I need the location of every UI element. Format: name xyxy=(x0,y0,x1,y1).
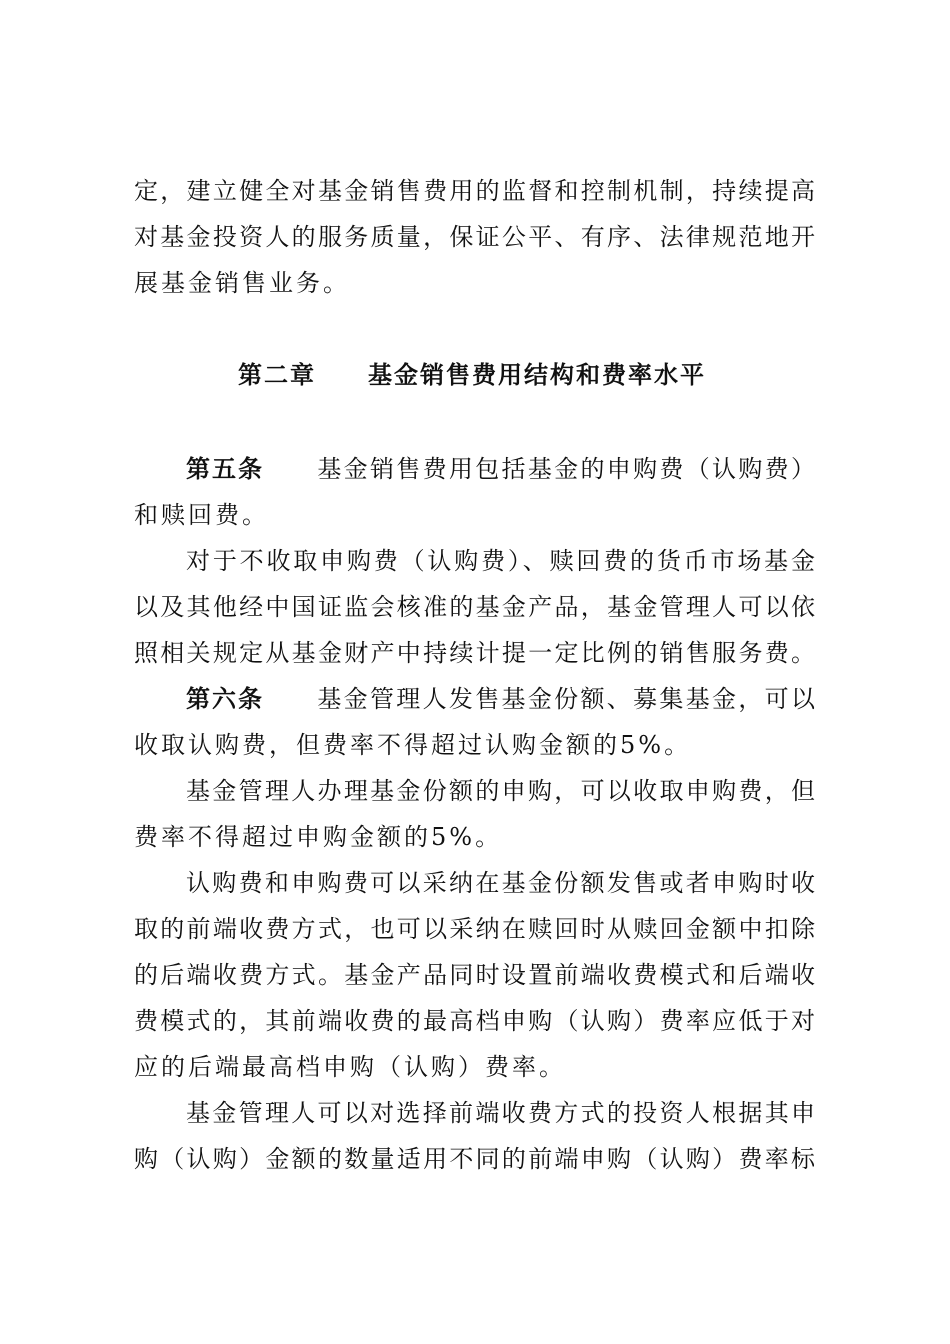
article-6-line xyxy=(186,676,816,722)
article-5-label: 第五条 xyxy=(186,454,264,483)
paragraph-line: 以及其他经中国证监会核准的基金产品，基金管理人可以依 xyxy=(134,593,816,621)
paragraph-line: 的后端收费方式。基金产品同时设置前端收费模式和后端收 xyxy=(134,961,816,989)
paragraph-line: 取的前端收费方式，也可以采纳在赎回时从赎回金额中扣除 xyxy=(134,915,816,943)
paragraph-line: 费率不得超过申购金额的5%。 xyxy=(134,823,503,851)
article-5-text: 基金销售费用包括基金的申购费（认购费） xyxy=(316,455,816,483)
paragraph-line: 对于不收取申购费（认购费）、赎回费的货币市场基金 xyxy=(186,547,816,575)
paragraph-line: 和赎回费。 xyxy=(134,501,269,529)
paragraph-line: 应的后端最高档申购（认购）费率。 xyxy=(134,1053,566,1081)
paragraph-line: 认购费和申购费可以采纳在基金份额发售或者申购时收 xyxy=(186,869,816,897)
chapter-title: 基金销售费用结构和费率水平 xyxy=(368,360,706,389)
article-6-text: 基金管理人发售基金份额、募集基金，可以 xyxy=(316,685,816,713)
paragraph-line: 对基金投资人的服务质量，保证公平、有序、法律规范地开 xyxy=(134,223,816,251)
chapter-heading xyxy=(238,352,706,398)
paragraph-line: 费模式的，其前端收费的最高档申购（认购）费率应低于对 xyxy=(134,1007,816,1035)
article-6-label: 第六条 xyxy=(186,684,264,713)
paragraph-line: 定，建立健全对基金销售费用的监督和控制机制，持续提高 xyxy=(134,177,816,205)
paragraph-line: 基金管理人可以对选择前端收费方式的投资人根据其申 xyxy=(186,1099,816,1127)
article-5-line xyxy=(186,446,816,492)
paragraph-line: 基金管理人办理基金份额的申购，可以收取申购费，但 xyxy=(186,777,816,805)
paragraph-line: 收取认购费，但费率不得超过认购金额的5%。 xyxy=(134,731,692,759)
paragraph-line: 照相关规定从基金财产中持续计提一定比例的销售服务费。 xyxy=(134,639,816,667)
paragraph-line: 展基金销售业务。 xyxy=(134,269,350,297)
paragraph-line: 购（认购）金额的数量适用不同的前端申购（认购）费率标 xyxy=(134,1145,816,1173)
chapter-number: 第二章 xyxy=(238,360,316,389)
